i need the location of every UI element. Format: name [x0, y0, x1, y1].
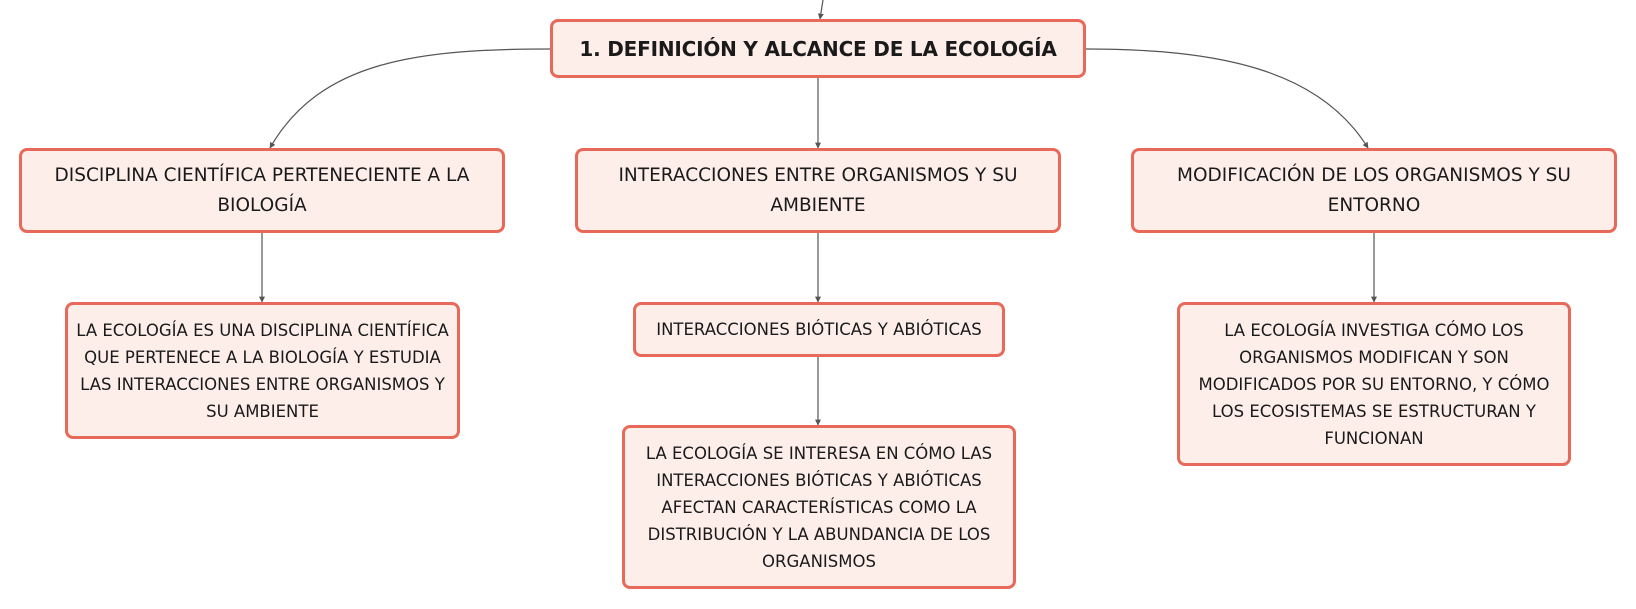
connector-root-to-branch-right	[1086, 49, 1368, 148]
branch-node-interacciones[interactable]	[575, 148, 1061, 233]
detail-node-modificacion[interactable]	[1177, 302, 1571, 466]
branch-label-modificacion: MODIFICACIÓN DE LOS ORGANISMOS Y SU ENTORNO	[1177, 164, 1571, 216]
detail-node-interacciones[interactable]	[622, 425, 1016, 589]
detail-text-disciplina: LA ECOLOGÍA ES UNA DISCIPLINA CIENTÍFICA QUE PERTENECE A LA BIOLOGÍA Y ESTUDIA LAS INTERACCIONES ENTRE ORGANISMOS Y SU AMBIENTE	[76, 320, 449, 421]
root-topic-node[interactable]	[550, 19, 1086, 78]
detail-text-interacciones: LA ECOLOGÍA SE INTERESA EN CÓMO LAS INTERACCIONES BIÓTICAS Y ABIÓTICAS AFECTAN CARACTERÍSTICAS COMO LA DISTRIBUCIÓN Y LA ABUNDANCIA DE LOS ORGANISMOS	[645, 443, 993, 571]
root-topic-label: 1. DEFINICIÓN Y ALCANCE DE LA ECOLOGÍA	[579, 36, 1057, 61]
branch-node-modificacion[interactable]	[1131, 148, 1617, 233]
detail-node-disciplina[interactable]	[65, 302, 460, 439]
subtopic-label-bioticas-abioticas: INTERACCIONES BIÓTICAS Y ABIÓTICAS	[656, 320, 982, 339]
connector-parent-to-root	[820, 0, 823, 19]
subtopic-node-bioticas-abioticas[interactable]	[633, 302, 1005, 357]
connector-root-to-branch-left	[270, 49, 550, 148]
branch-label-disciplina: DISCIPLINA CIENTÍFICA PERTENECIENTE A LA BIOLOGÍA	[54, 164, 470, 216]
branch-node-disciplina[interactable]	[19, 148, 505, 233]
detail-text-modificacion: LA ECOLOGÍA INVESTIGA CÓMO LOS ORGANISMOS MODIFICAN Y SON MODIFICADOS POR SU ENTORNO, Y CÓMO LOS ECOSISTEMAS SE ESTRUCTURAN Y FUNCIONAN	[1198, 320, 1550, 448]
branch-label-interacciones: INTERACCIONES ENTRE ORGANISMOS Y SU AMBIENTE	[618, 164, 1018, 216]
